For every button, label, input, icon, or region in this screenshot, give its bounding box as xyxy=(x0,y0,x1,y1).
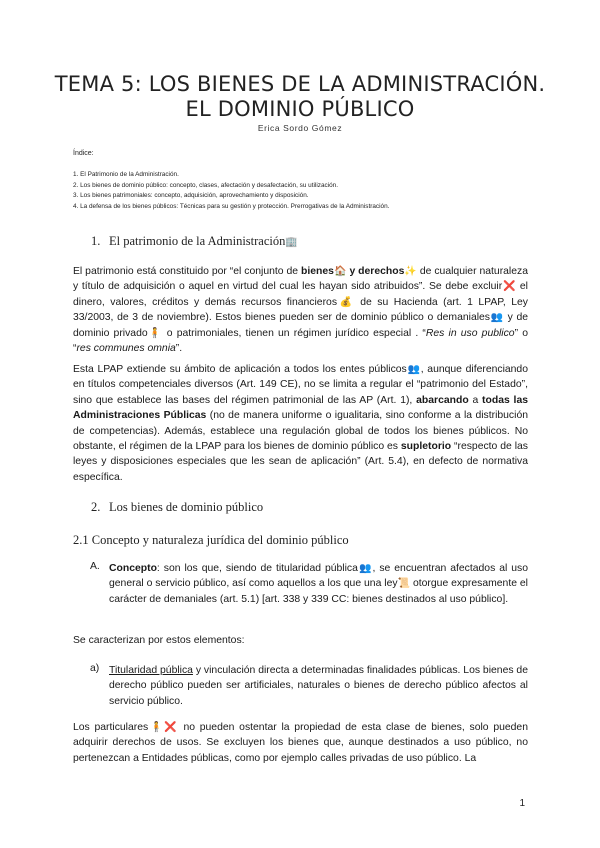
italic-term: Res in uso publico xyxy=(425,327,515,339)
list-item: Concepto: son los que, siendo de titularidad pública👥, se encuentran afectados al uso general o servicio público, así como aquellos a los que una ley📜 otorgue expresamente el carácter de demaniales (art. 5.1) [art. 338 y 339 CC: bienes destinados al uso público]. xyxy=(109,563,529,605)
section-title: Los bienes de dominio público xyxy=(109,500,264,514)
paragraph: Los particulares🧍❌ no pueden ostentar la propiedad de esta clase de bienes, solo pueden adquirir derechos de usos. Se excluyen los bienes que, aunque destinados a uso público, no pertenezcan a Entidades públicas, como por ejemplo calles privadas de uso público. La xyxy=(73,722,528,764)
section-title: El patrimonio de la Administración xyxy=(109,234,286,248)
underlined-term: Titularidad pública xyxy=(109,665,193,676)
paragraph: Se caracterizan por estos elementos: xyxy=(73,635,245,646)
sparkles-icon: ✨ xyxy=(404,266,417,277)
section-heading xyxy=(91,234,298,249)
cross-mark-icon: ❌ xyxy=(502,281,517,293)
page-number: 1 xyxy=(519,798,525,809)
people-icon: 👥 xyxy=(406,364,421,375)
section-number: 1. xyxy=(91,234,101,248)
house-icon: 🏠 xyxy=(333,266,347,277)
section-heading xyxy=(91,500,263,515)
index-item: 3. Los bienes patrimoniales: concepto, adquisición, aprovechamiento y disposición. xyxy=(73,192,309,199)
bold-term: todas las Administraciones Públicas xyxy=(73,394,528,422)
author-name: Erica Sordo Gómez xyxy=(257,123,343,133)
person-icon: 🧍 xyxy=(148,722,165,733)
index-item: 1. El Patrimonio de la Administración. xyxy=(73,171,179,178)
bold-term: Concepto xyxy=(109,563,157,574)
list-item: Titularidad pública y vinculación directa a determinadas finalidades públicas. Los bienes de derecho público pueden ser artificiales, naturales o bienes de derecho público afectos al servicio público. xyxy=(109,665,528,707)
office-building-icon: 🏢 xyxy=(285,237,298,248)
subsection-heading: 2.1 Concepto y naturaleza jurídica del dominio público xyxy=(73,533,349,547)
paragraph: El patrimonio está constituido por “el conjunto de bienes🏠 y derechos✨ de cualquier naturaleza y título de adquisición o aquel en virtud del cual les hayan sido atribuidos”. Se debe excluir❌ el dinero, valores, créditos y demás recursos financieros💰 de su Hacienda (art. 1 LPAP, Ley 33/2003, de 3 de noviembre). Estos bienes pueden ser de dominio público o demaniales👥 y de dominio privado🧍 o patrimoniales, tienen un régimen jurídico especial . “Res in uso publico” o “res communes omnia”. xyxy=(73,266,529,355)
index-label: Índice: xyxy=(73,150,94,157)
bold-term: y derechos xyxy=(349,266,405,277)
money-bag-icon: 💰 xyxy=(337,296,355,308)
bold-term: supletorio xyxy=(400,441,452,453)
index-item: 2. Los bienes de dominio público: concepto, clases, afectación y desafectación, su utilización. xyxy=(73,181,339,189)
person-icon: 🧍 xyxy=(147,327,163,339)
index-list xyxy=(73,170,389,212)
bold-term: bienes xyxy=(301,266,334,277)
italic-term: res communes omnia xyxy=(76,343,176,355)
list-marker: a) xyxy=(90,663,100,674)
paragraph: Esta LPAP extiende su ámbito de aplicación a todos los entes públicos👥, aunque diferenciando en títulos competenciales diversos (Art. 149 CE), no se limita a regular el “patrimonio del Estado”, sino que establece las bases del régimen patrimonial de las AP (Art. 1), abarcando a todas las Administraciones Públicas (no de manera uniforme o igualitaria, sino conforme a la distribución de competencias). Además, establece una regulación global de todos los bienes públicos. No obstante, el régimen de la LPAP para los bienes de dominio público es supletorio “respecto de las leyes y disposiciones especiales que les sean de aplicación” (Art. 5.4), en defecto de normativa específica. xyxy=(73,364,528,483)
section-number: 2. xyxy=(91,500,101,514)
cross-mark-icon: ❌ xyxy=(164,722,179,733)
people-icon: 👥 xyxy=(490,312,504,324)
index-item: 4. La defensa de los bienes públicos: Técnicas para su gestión y protección. Prerrogativas de la Administración. xyxy=(73,202,390,210)
page-title: TEMA 5: LOS BIENES DE LA ADMINISTRACIÓN. EL DOMINIO PÚBLICO xyxy=(54,72,546,121)
scroll-icon: 📜 xyxy=(397,578,411,590)
people-icon: 👥 xyxy=(357,563,373,574)
bold-term: abarcando xyxy=(416,394,469,406)
list-marker: A. xyxy=(90,561,100,572)
